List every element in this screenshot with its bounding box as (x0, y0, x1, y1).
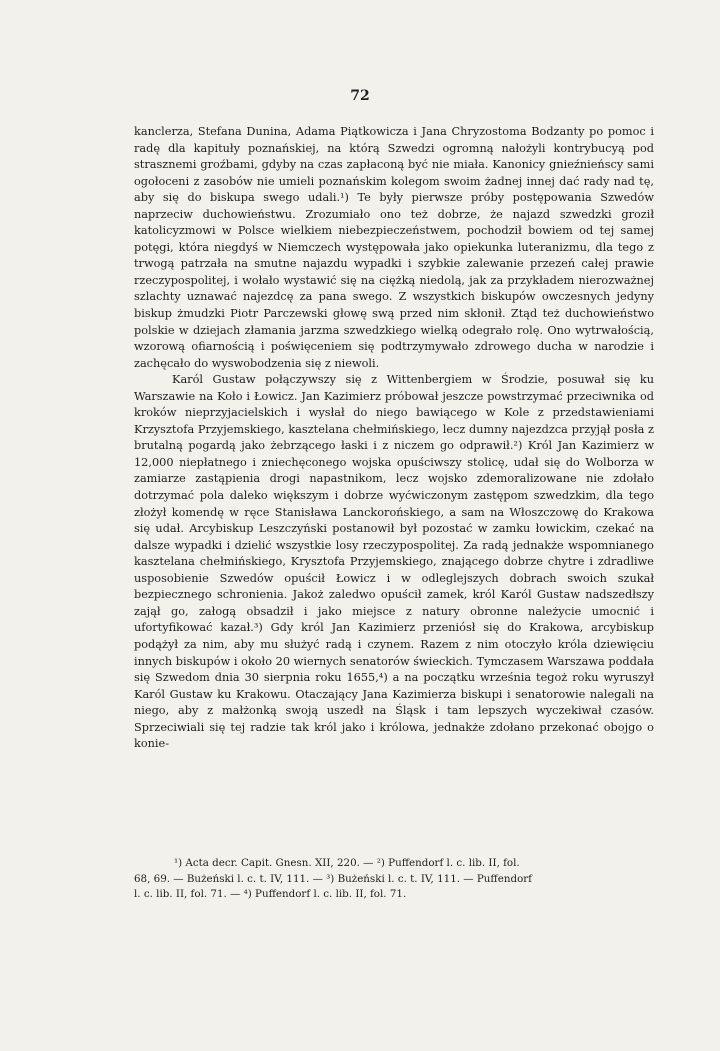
page-number: 72 (350, 88, 370, 104)
footnote-line-3: l. c. lib. II, fol. 71. — ⁴) Puffendorf l. c. lib. II, fol. 71. (134, 888, 407, 900)
body-text (134, 124, 654, 753)
footnote-line-1: ¹) Acta decr. Capit. Gnesn. XII, 220. — ²) Puffendorf l. c. lib. II, fol. (174, 857, 520, 869)
footnotes (134, 856, 654, 903)
footnote-line-2: 68, 69. — Bużeński l. c. t. IV, 111. — ³) Bużeński l. c. t. IV, 111. — Puffendorf (134, 872, 532, 885)
paragraph-1: kanclerza, Stefana Dunina, Adama Piątkowicza i Jana Chryzostoma Bodzanty po pomoc i radę dla kapituły poznańskiej, na którą Szwedzi ogromną nałożyli kontrybucyą pod strasznemi groźbami, gdyby na czas zapłaconą być nie miała. Kanonicy gnieźnieńscy sami ogołoceni z zasobów nie umieli poznańskim kolegom swoim żadnej innej dać rady nad tę, aby się do biskupa swego udali.¹) Te były pierwsze próby postępowania Szwedów naprzeciw duchowieństwu. Zrozumiało ono też dobrze, że najazd szwedzki groził katolicyzmowi w Polsce wielkiem niebezpieczeństwem, pochodził bowiem od tej samej potęgi, która niegdyś w Niemczech występowała jako opiekunka luteranizmu, dla tego z trwogą patrzała na smutne najazdu wypadki i szybkie zalewanie przezeń całej prawie rzeczypospolitej, i wołało wystawić się na ciężką niedolą, jak za przykładem nierozważnej szlachty uznawać najezdcę za pana swego. Z wszystkich biskupów owczesnych jedyny biskup żmudzki Piotr Parczewski głowę swą przed nim skłonił. Ztąd też duchowieństwo polskie w dziejach złamania jarzma szwedzkiego wielką odegrało rolę. Ono wytrwałością, wzorową ofiarnością i poświęceniem się podtrzymywało zdrowego ducha w narodzie i zachęcało do wyswobodzenia się z niewoli. (134, 125, 654, 370)
paragraph-2: Karól Gustaw połączywszy się z Wittenbergiem w Środzie, posuwał się ku Warszawie na Koło i Łowicz. Jan Kazimierz próbował jeszcze powstrzymać przeciwnika od kroków nieprzyjacielskich i wysłał do niego bawiącego w Kole z przedstawieniami Krzysztofa Przyjemskiego, kasztelana chełmińskiego, lecz dumny najezdzca przyjął posła z brutalną pogardą jako żebrzącego łaski i z niczem go odprawił.²) Król Jan Kazimierz w 12,000 niepłatnego i zniechęconego wojska opuściwszy stolicę, udał się do Wolborza w zamiarze zastąpienia drogi napastnikom, lecz wojsko zdemoralizowane nie zdołało dotrzymać pola daleko większym i dobrze wyćwiczonym zastępom szwedzkim, dla tego złożył komendę w ręce Stanisława Lanckorońskiego, a sam na Włoszczowę do Krakowa się udał. Arcybiskup Leszczyński postanowił był pozostać w zamku łowickim, czekać na dalsze wypadki i dzielić wszystkie losy rzeczypospolitej. Za radą jednakże wspomnianego kasztelana chełmińskiego, Krysztofa Przyjemskiego, znającego dobrze chytre i zdradliwe usposobienie Szwedów opuścił Łowicz i w odleglejszych dobrach swoich szukał bezpiecznego schronienia. Jakoż zaledwo opuścił zamek, król Karól Gustaw nadszedłszy zajął go, załogą obsadził i jako miejsce z natury obronne należycie umocnić i ufortyfikować kazał.³) Gdy król Jan Kazimierz przeniósł się do Krakowa, arcybiskup podążył za nim, aby mu służyć radą i czynem. Razem z nim otoczyło króla dziewięciu innych biskupów i około 20 wiernych senatorów świeckich. Tymczasem Warszawa poddała się Szwedom dnia 30 sierpnia roku 1655,⁴) a na początku września tegoż roku wyruszył Karól Gustaw ku Krakowu. Otaczający Jana Kazimierza biskupi i senatorowie nalegali na niego, aby z małżonką swoją uszedł na Śląsk i tam lepszych wyczekiwał czasów. Sprzeciwiali się tej radzie tak król jako i królowa, jednakże zdołano przekonać obojgo o konie- (134, 373, 654, 751)
